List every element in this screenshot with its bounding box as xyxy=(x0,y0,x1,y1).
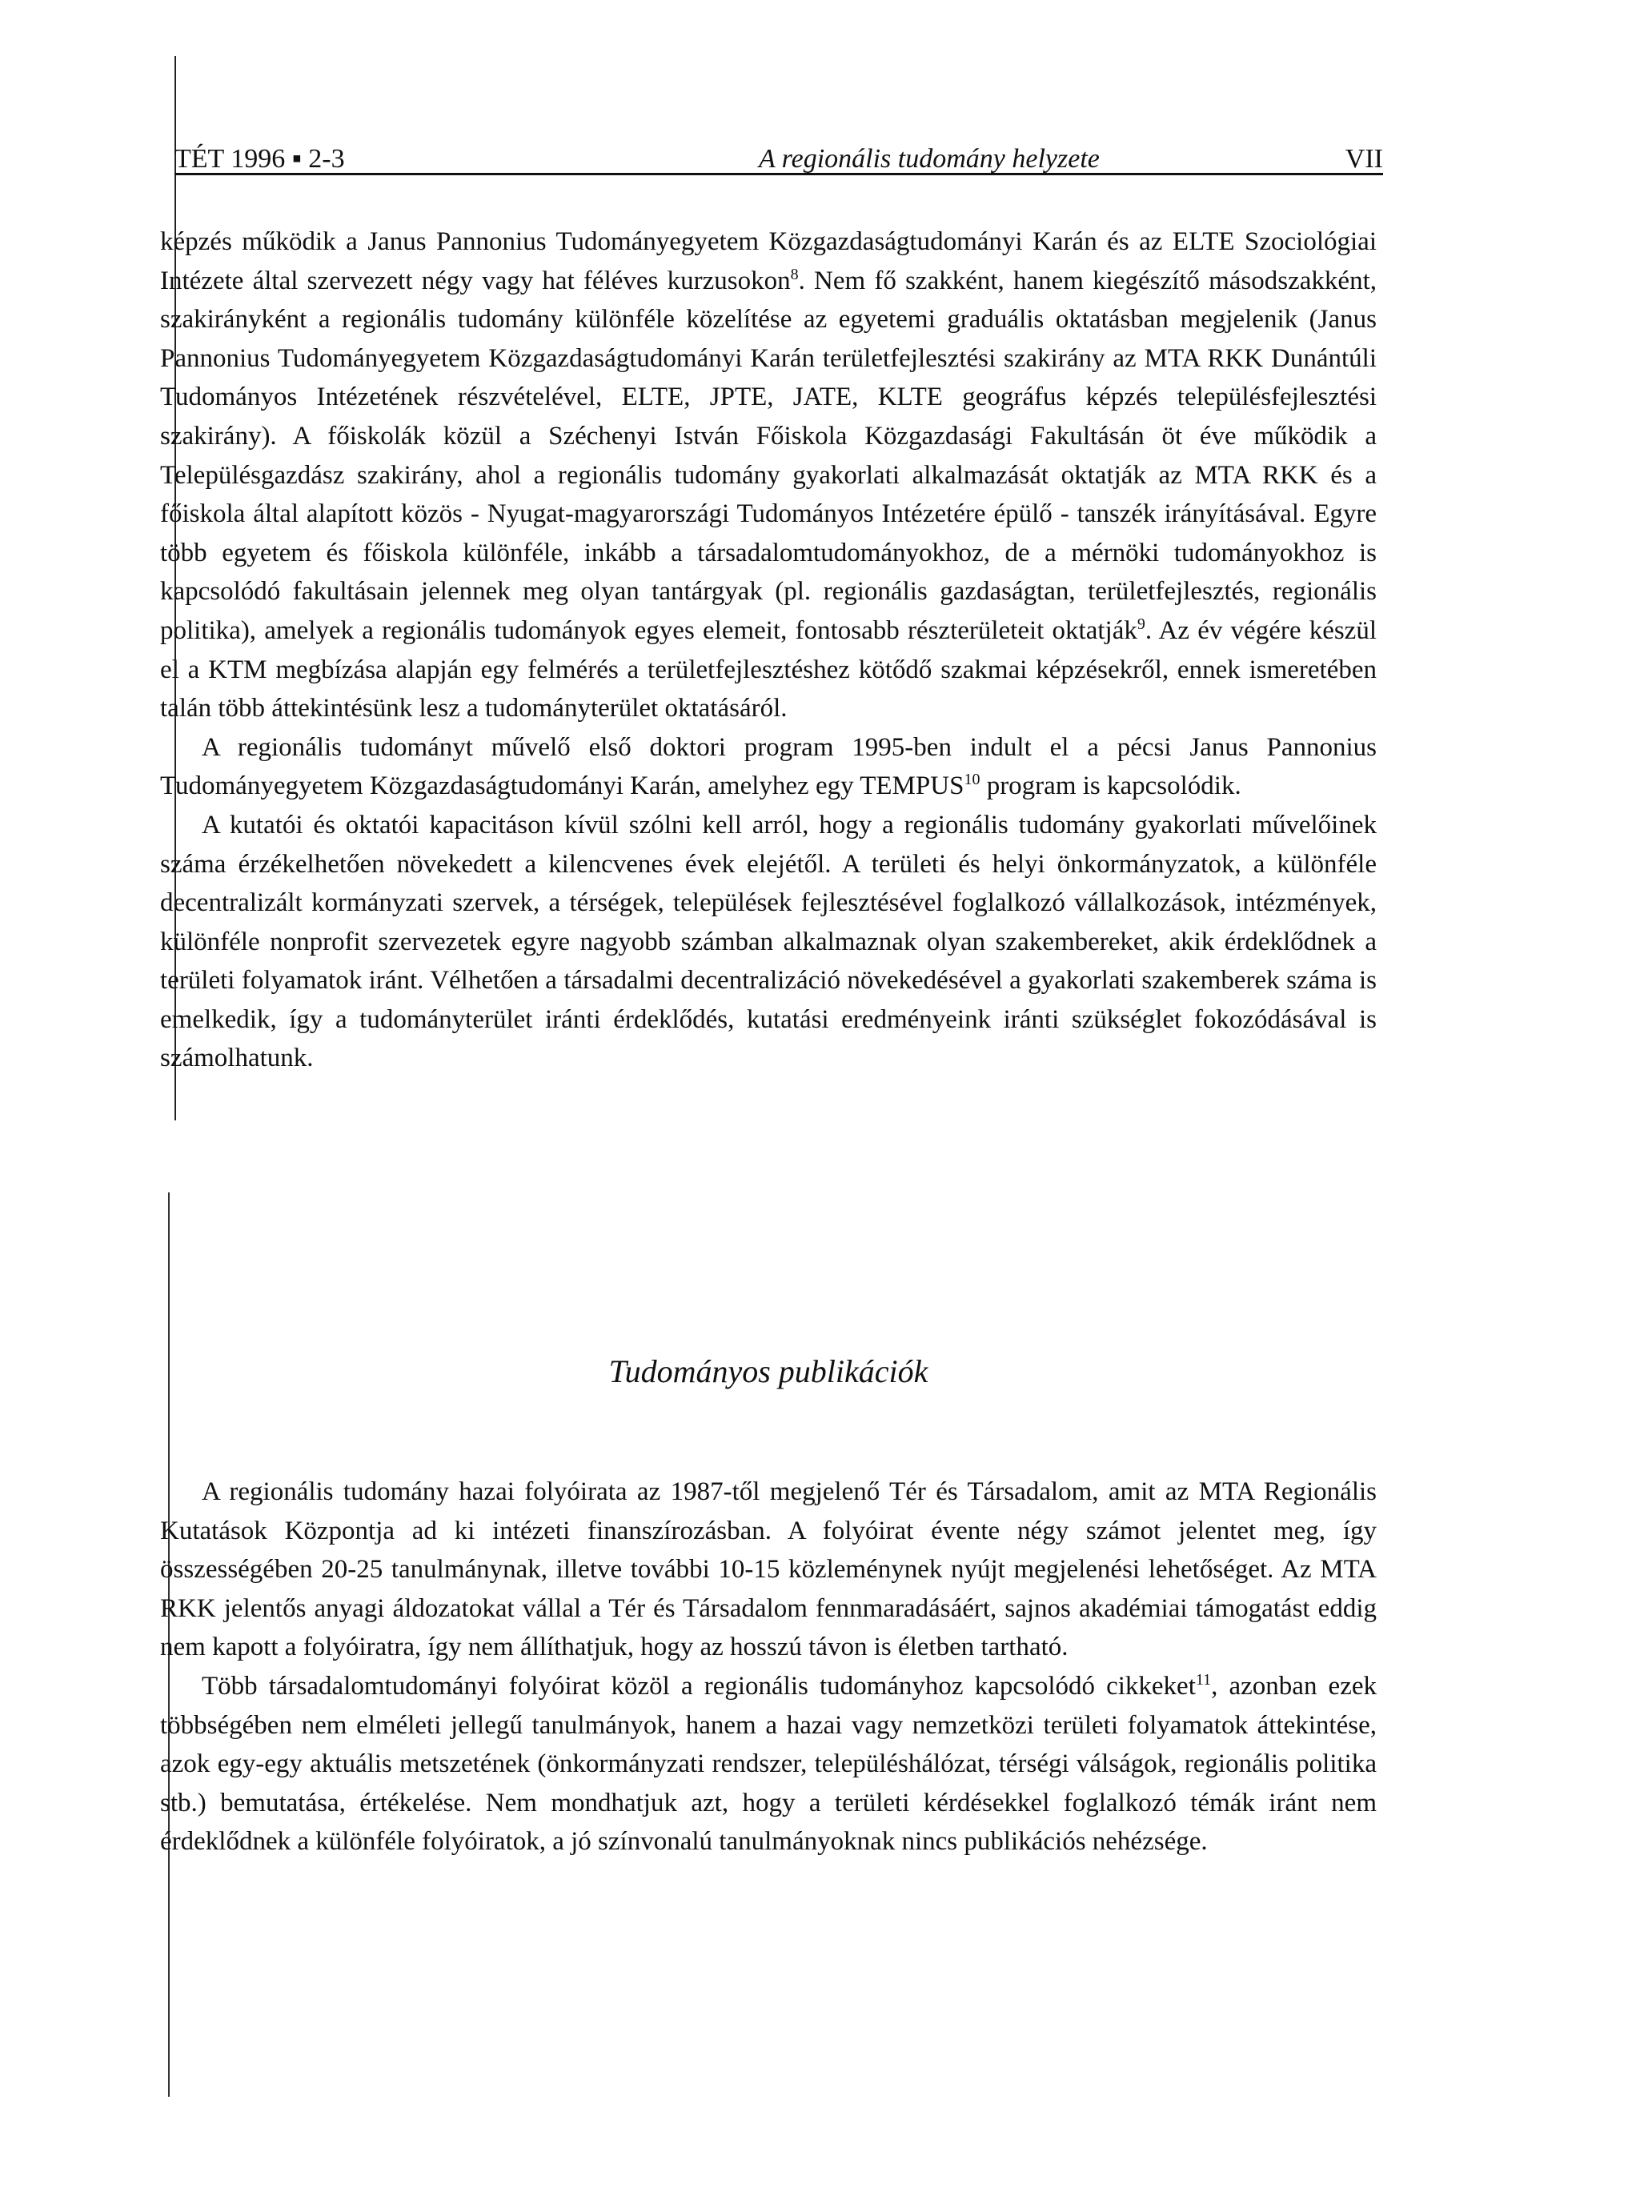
paragraph: A regionális tudomány hazai folyóirata az 1987-től megjelenő Tér és Társadalom, amit az MTA Regionális Kutatások Központja ad ki intézeti finanszírozásban. A folyóirat évente négy számot jelentet meg, így összességében 20-25 tanulmánynak, illetve további 10-15 közleménynek nyújt megjelenési lehetőséget. Az MTA RKK jelentős anyagi áldozatokat vállal a Tér és Társadalom fennmaradásáért, sajnos akadémiai támogatást eddig nem kapott a folyóiratra, így nem állíthatjuk, hogy az hosszú távon is életben tartható. xyxy=(160,1477,1377,1662)
journal-issue: TÉT 1996 ▪ 2-3 xyxy=(174,144,345,174)
body-text-bottom xyxy=(160,1473,1377,1861)
paragraph: A kutatói és oktatói kapacitáson kívül szólni kell arról, hogy a regionális tudomány gyakorlati művelőinek száma érzékelhetően növekedett a kilencvenes évek elejétől. A területi és helyi önkormányzatok, a különféle decentralizált kormányzati szervek, a térségek, települések fejlesztésével foglalkozó vállalkozások, intézmények, különféle nonprofit szervezetek egyre nagyobb számban alkalmaznak olyan szakembereket, akik érdeklődnek a területi folyamatok iránt. Vélhetően a társadalmi decentralizáció növekedésével a gyakorlati szakemberek száma is emelkedik, így a tudományterület iránti érdeklődés, kutatási eredményeink iránti szükséglet fokozódásával is számolhatunk. xyxy=(160,810,1377,1073)
paragraph: A regionális tudományt művelő első doktori program 1995-ben indult el a pécsi Janus Pannonius Tudományegyetem Közgazdaságtudományi Karán, amelyhez egy TEMPUS$^{10}$ program is kapcsolódik. xyxy=(160,732,1377,801)
running-header xyxy=(174,146,1383,175)
paragraph: képzés működik a Janus Pannonius Tudományegyetem Közgazdaságtudományi Karán és az ELTE Szociológiai Intézete által szervezett négy vagy hat féléves kurzusokon$^8$. Nem fő szakként, hanem kiegészítő másodszakként, szakirányként a regionális tudomány különféle közelítése az egyetemi graduális oktatásban megjelenik (Janus Pannonius Tudományegyetem Közgazdaságtudományi Karán területfejlesztési szakirány az MTA RKK Dunántúli Tudományos Intézetének részvételével, ELTE, JPTE, JATE, KLTE geográfus képzés településfejlesztési szakirány). A főiskolák közül a Széchenyi István Főiskola Közgazdasági Fakultásán öt éve működik a Településgazdász szakirány, ahol a regionális tudomány gyakorlati alkalmazását oktatják az MTA RKK és a főiskola által alapított közös - Nyugat-magyarországi Tudományos Intézetére épülő - tanszék irányításával. Egyre több egyetem és főiskola különféle, inkább a társadalomtudományokhoz, de a mérnöki tudományokhoz is kapcsolódó fakultásain jelennek meg olyan tantárgyak (pl. regionális gazdaságtan, területfejlesztés, regionális politika), amelyek a regionális tudományok egyes elemeit, fontosabb részterületeit oktatják$^9$. Az év végére készül el a KTM megbízása alapján egy felmérés a területfejlesztéshez kötődő szakmai képzésekről, ennek ismeretében talán több áttekintésünk lesz a tudományterület oktatásáról. xyxy=(160,227,1377,723)
paragraph: Több társadalomtudományi folyóirat közöl a regionális tudományhoz kapcsolódó cikkeket$^{11}$, azonban ezek többségében nem elméleti jellegű tanulmányok, hanem a hazai vagy nemzetközi területi folyamatok áttekintése, azok egy-egy aktuális metszetének (önkormányzati rendszer, településhálózat, térségi válságok, regionális politika stb.) bemutatása, értékelése. Nem mondhatjuk azt, hogy a területi kérdésekkel foglalkozó témák iránt nem érdeklődnek a különféle folyóiratok, a jó színvonalú tanulmányoknak nincs publikációs nehézsége. xyxy=(160,1670,1377,1857)
body-text-top xyxy=(160,222,1377,1078)
running-title: A regionális tudomány helyzete xyxy=(759,144,1100,174)
section-title: Tudományos publikációk xyxy=(608,1353,928,1389)
page-number: VII xyxy=(1345,144,1383,174)
